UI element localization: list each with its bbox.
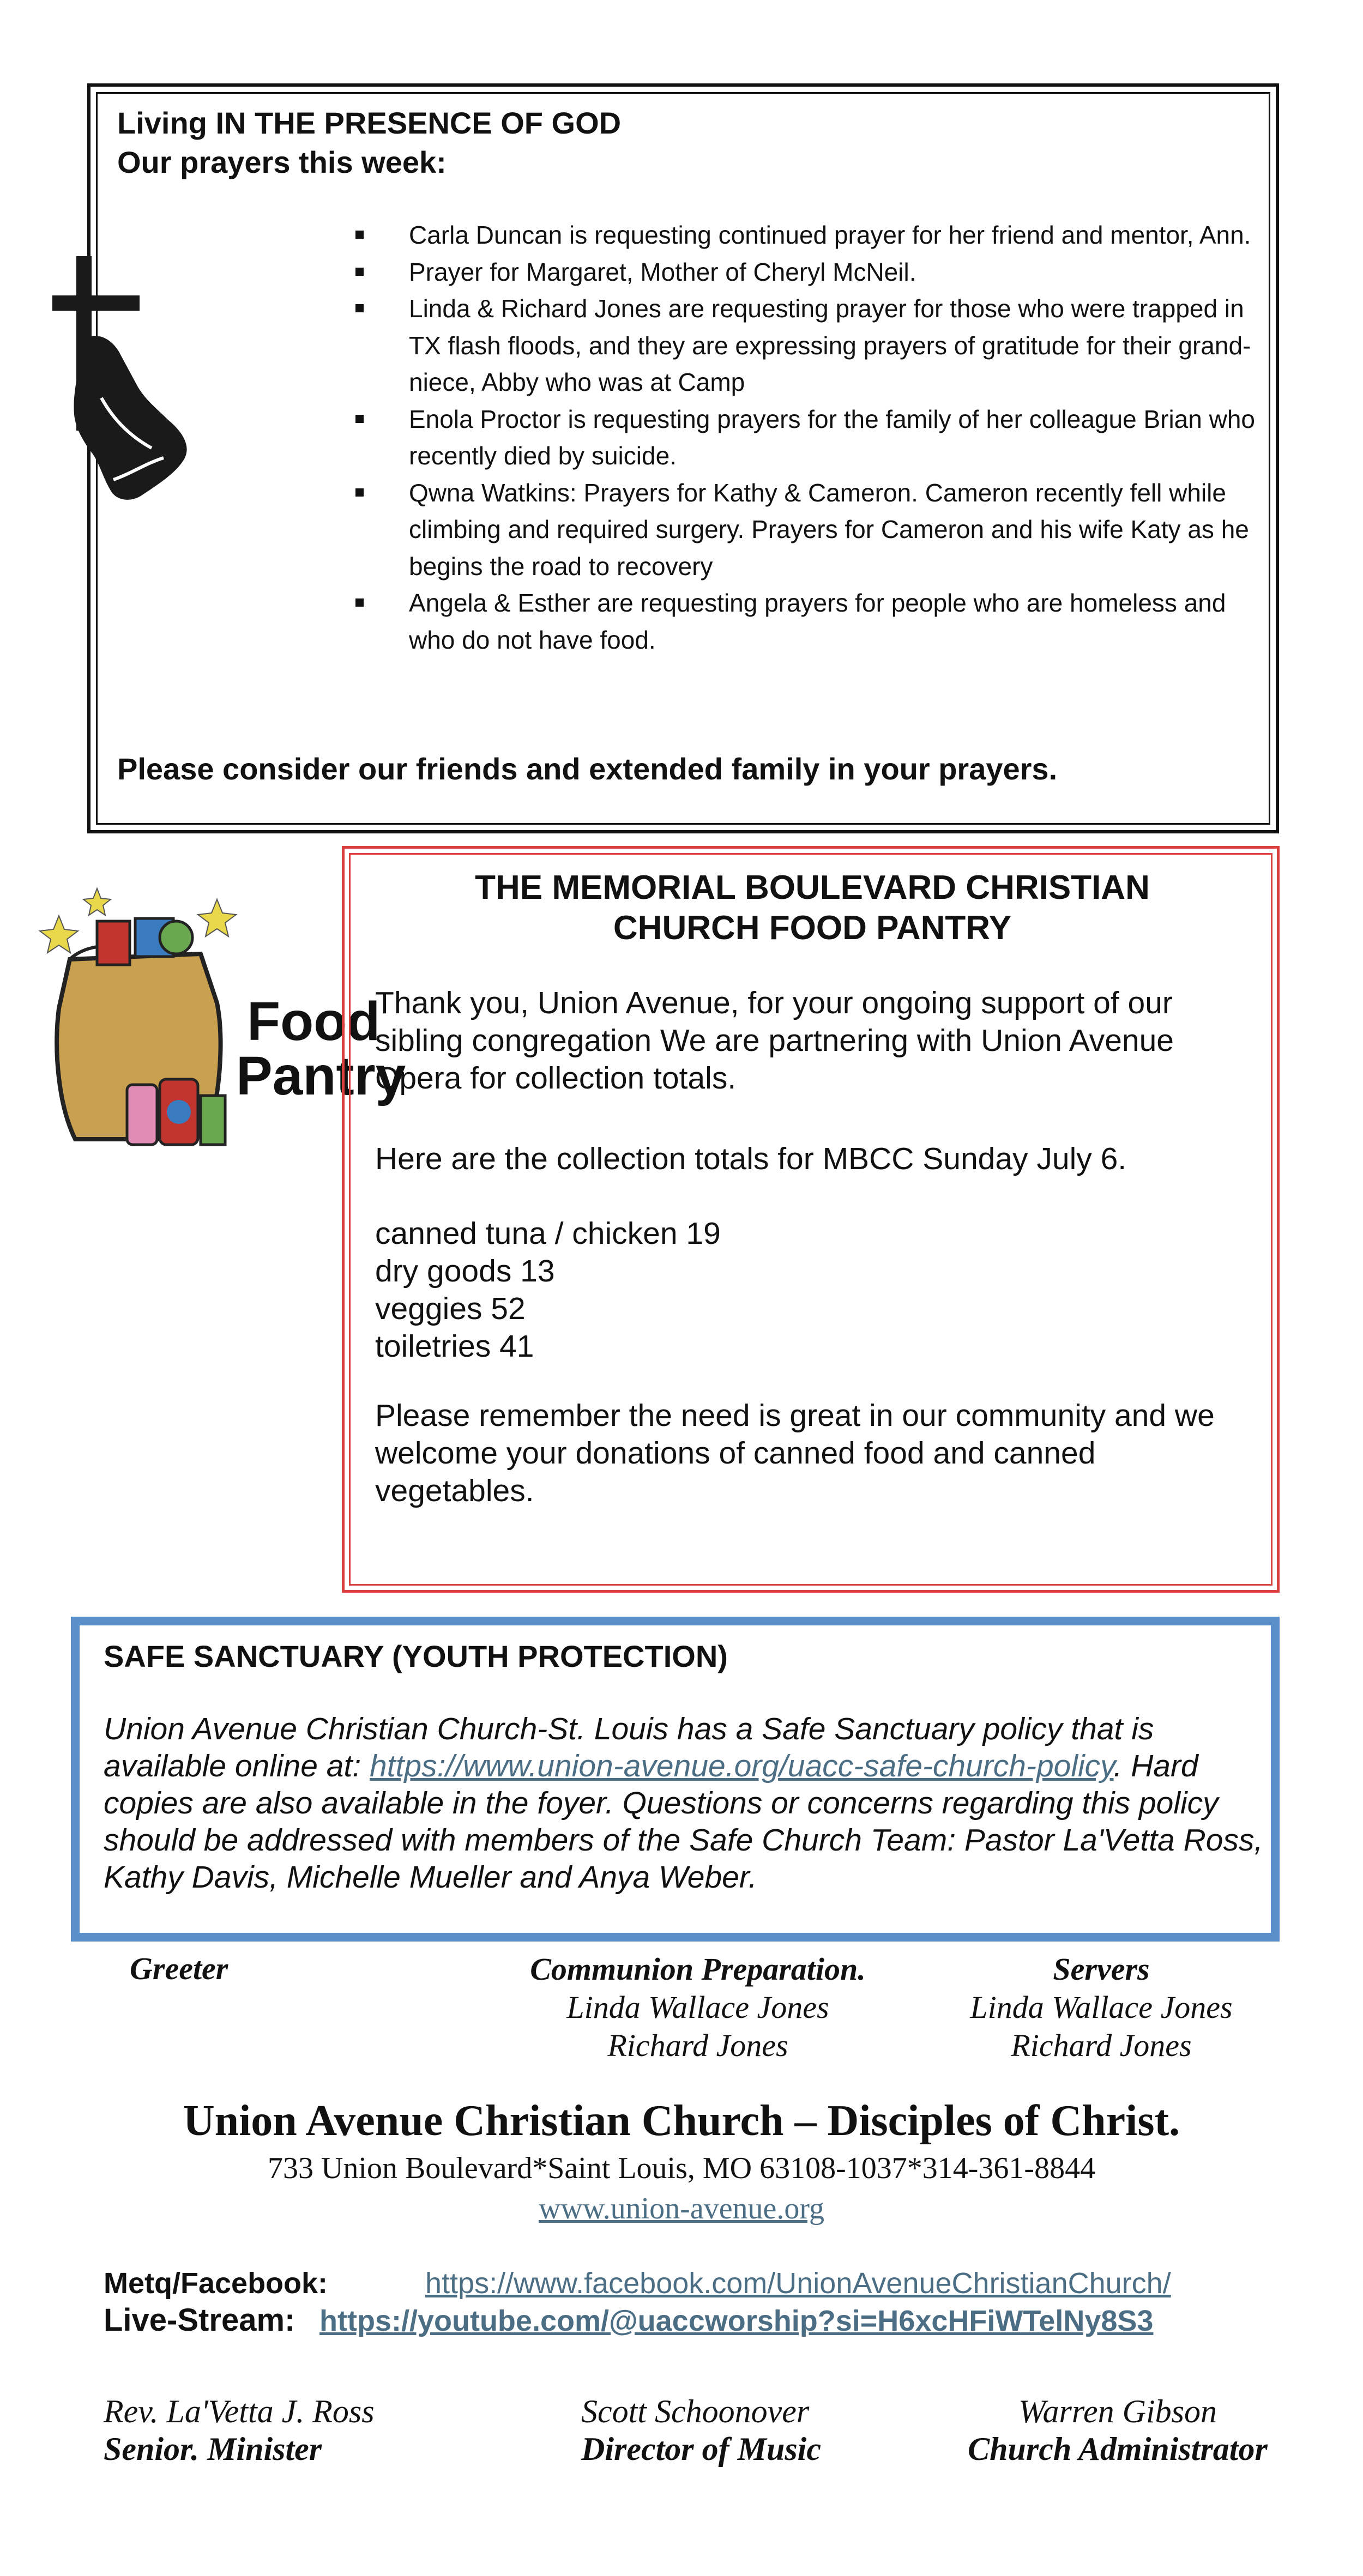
server-name: Linda Wallace Jones [970,1990,1233,2025]
safe-sanctuary-title: SAFE SANCTUARY (YOUTH PROTECTION) [104,1639,728,1673]
server-name: Richard Jones [1011,2028,1192,2063]
pantry-total-item: veggies 52 [375,1291,526,1326]
pantry-closing: Please remember the need is great in our community and we welcome your donations of canned food and canned vegetables. [375,1398,1215,1508]
staff-name: Rev. La'Vetta J. Ross [104,2393,375,2429]
prayer-heading-line2: Our prayers this week: [117,145,447,179]
prayer-item: Linda & Richard Jones are requesting prayer for those who were trapped in TX flash floods, and they are expressing prayers of gratitude for their grand-niece, Abby who was at Camp [409,291,1259,401]
pantry-thanks: Thank you, Union Avenue, for your ongoing support of our sibling congregation We are partnering with Union Avenue Opera for collection totals. [375,985,1174,1096]
staff-role: Director of Music [581,2431,821,2467]
staff-block [581,2393,919,2468]
pantry-total-item: canned tuna / chicken 19 [375,1216,721,1251]
livestream-link[interactable]: https://youtube.com/@uaccworship?si=H6xcHFiWTelNy8S3 [319,2305,1154,2337]
staff-block [104,2393,442,2468]
prayer-item: Carla Duncan is requesting continued prayer for her friend and mentor, Ann. [409,217,1259,254]
facebook-label: Metq/Facebook: [104,2267,328,2300]
communion-column [491,1950,905,2065]
greeter-heading: Greeter [130,1951,228,1986]
prayer-item: Enola Proctor is requesting prayers for the family of her colleague Brian who recently died by suicide. [409,401,1259,475]
food-pantry-logo-text: Food [247,991,381,1052]
pantry-total-item: toiletries 41 [375,1329,534,1364]
pantry-total-item: dry goods 13 [375,1254,555,1289]
staff-block [949,2393,1287,2468]
safe-sanctuary-text: Union Avenue Christian Church-St. Louis has a Safe Sanctuary policy that is available online at: [104,1712,1154,1783]
church-name: Union Avenue Christian Church – Disciples of Christ. [183,2097,1180,2145]
pantry-title-line2: CHURCH FOOD PANTRY [613,909,1012,947]
church-address: 733 Union Boulevard*Saint Louis, MO 63108-1037*314-361-8844 [267,2151,1096,2185]
pantry-totals-list [375,1215,1226,1365]
food-pantry-bag-icon [37,867,406,1172]
food-pantry-logo-text: Pantry [236,1045,406,1106]
prayer-heading-line1: Living IN THE PRESENCE OF GOD [117,106,622,140]
servers-column [938,1950,1265,2065]
prayer-closing: Please consider our friends and extended family in your prayers. [117,752,1058,786]
church-website-link[interactable]: www.union-avenue.org [538,2192,825,2226]
prayer-item: Angela & Esther are requesting prayers for people who are homeless and who do not have food. [409,585,1259,658]
staff-name: Scott Schoonover [581,2393,810,2429]
safe-sanctuary-text-rest: . Hard copies are also available in the foyer. Questions or concerns regarding this policy should be addressed with members of the Safe Church Team: Pastor La'Vetta Ross, Kathy Davis, Michelle Mueller and Anya Weber. [104,1749,1263,1895]
pantry-title [382,868,1243,948]
communion-heading: Communion Preparation. [530,1951,866,1987]
prayer-list [409,217,1259,658]
communion-name: Richard Jones [607,2028,788,2063]
safe-church-policy-link[interactable]: https://www.union-avenue.org/uacc-safe-church-policy [370,1749,1114,1783]
prayer-heading [117,104,621,182]
staff-name: Warren Gibson [1018,2393,1217,2429]
pantry-totals-intro: Here are the collection totals for MBCC Sunday July 6. [375,1141,1127,1176]
staff-role: Senior. Minister [104,2431,322,2467]
prayer-item: Prayer for Margaret, Mother of Cheryl McNeil. [409,254,1259,291]
facebook-link[interactable]: https://www.facebook.com/UnionAvenueChristianChurch/ [425,2267,1171,2300]
communion-name: Linda Wallace Jones [566,1990,829,2025]
servers-heading: Servers [1053,1951,1150,1987]
prayer-item: Qwna Watkins: Prayers for Kathy & Cameron. Cameron recently fell while climbing and required surgery. Prayers for Cameron and his wife Katy as he begins the road to recovery [409,475,1259,585]
livestream-label: Live-Stream: [104,2302,295,2338]
praying-hands-cross-icon [48,256,201,507]
pantry-title-line1: THE MEMORIAL BOULEVARD CHRISTIAN [475,869,1150,906]
staff-role: Church Administrator [968,2431,1268,2467]
safe-sanctuary-body [104,1710,1270,1896]
